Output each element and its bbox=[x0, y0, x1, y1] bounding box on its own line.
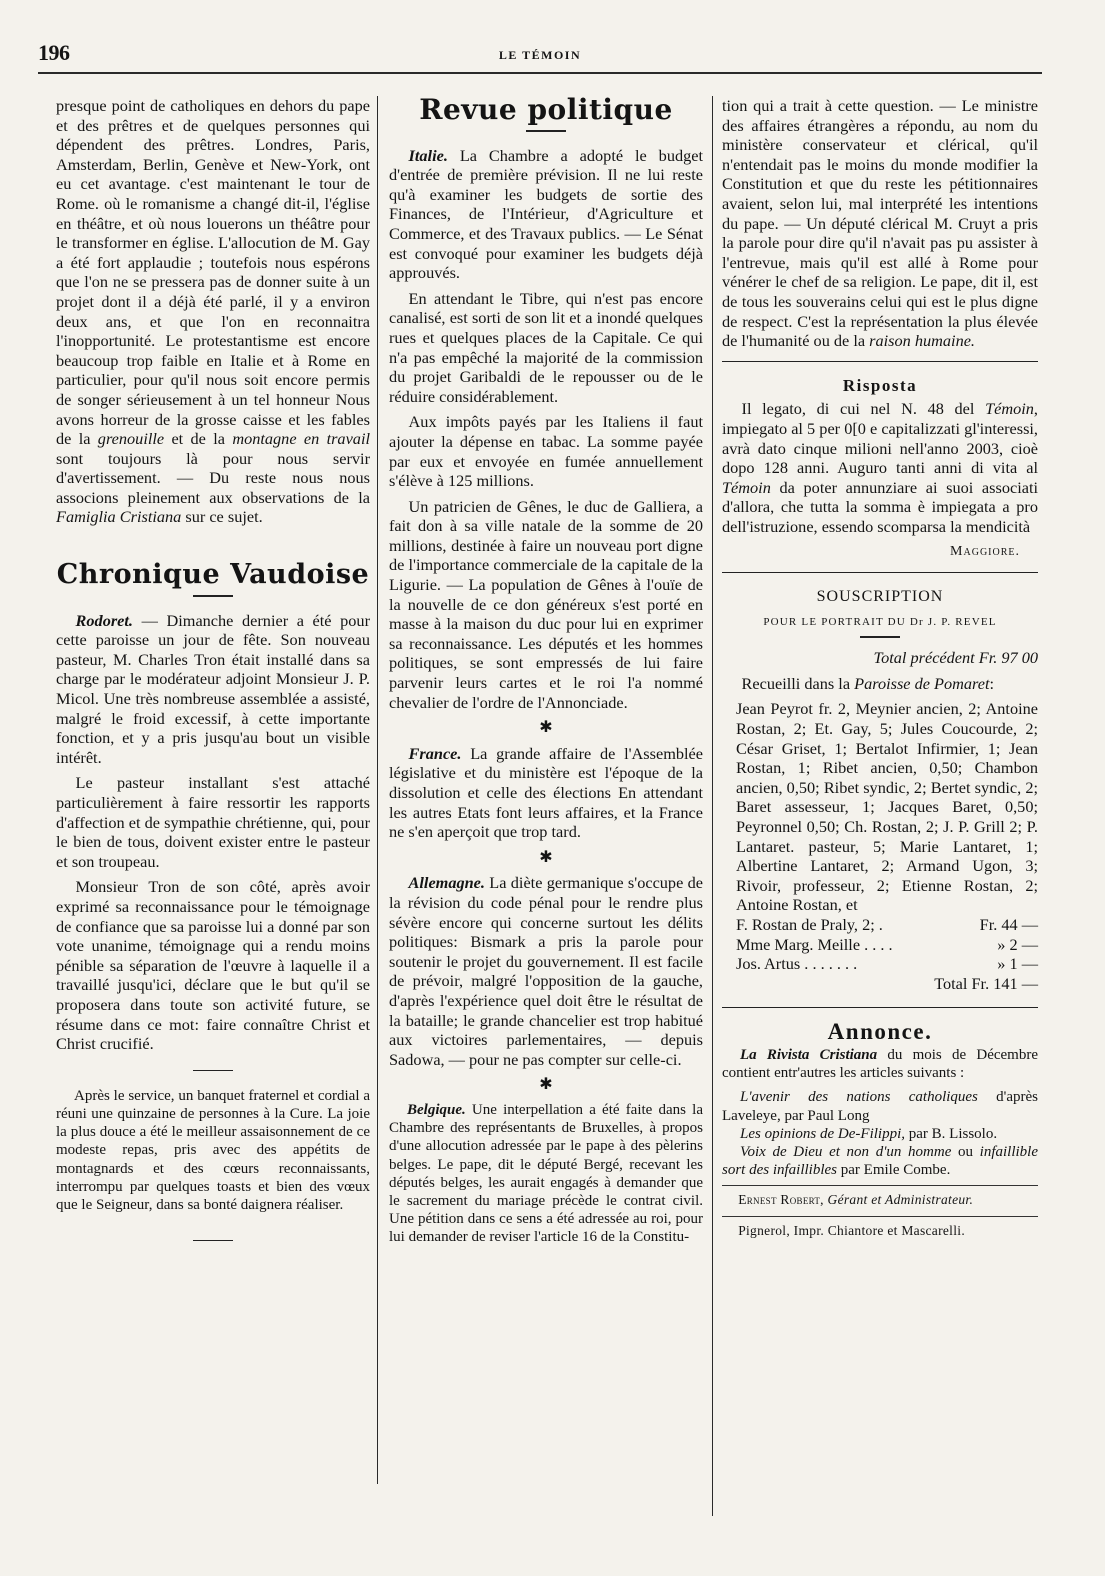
donation-total: Total Fr. 141 — bbox=[934, 973, 1038, 993]
short-rule bbox=[526, 130, 566, 132]
donor-name: F. Rostan de Praly, 2; . bbox=[736, 914, 883, 934]
column-rule-1 bbox=[377, 96, 378, 1484]
paragraph-risposta bbox=[722, 399, 1038, 536]
italic-run: Paroisse de Pomaret bbox=[854, 673, 990, 693]
star-separator: ✱ bbox=[539, 848, 553, 866]
total-precedent: Total précédent Fr. 97 00 bbox=[873, 648, 1038, 668]
imprint-rule bbox=[722, 1185, 1038, 1186]
text-run: du mois de Décembre contient entr'autres les articles suivants : bbox=[722, 1046, 1038, 1082]
text-run: Recueilli dans la bbox=[741, 673, 855, 693]
section-heading-chronique: Chronique Vaudoise bbox=[56, 559, 370, 591]
italic-run: L'avenir des nations catholiques bbox=[740, 1089, 978, 1106]
article-entry bbox=[722, 1125, 1038, 1143]
lead-word: Allemagne. bbox=[408, 873, 485, 893]
column-rule-2 bbox=[712, 96, 713, 1516]
section-rule bbox=[722, 572, 1038, 573]
donation-row bbox=[736, 954, 1038, 974]
lead-word: France. bbox=[408, 743, 462, 763]
italic-run: Témoin bbox=[985, 399, 1034, 419]
short-rule bbox=[193, 595, 233, 597]
journal-title: LE TÉMOIN bbox=[498, 48, 582, 62]
section-heading-revue: Revue politique bbox=[419, 93, 673, 126]
text-run: tion qui a trait à cette question. — Le ministre des affaires étrangères a répondu, au nom du ministère conservateur et clérical, qu'il n'entendait pas le moins du monde modifier la Constitution et que du reste les pétitionnaires avaient, selon lui, mal interprété les intentions du pape. — Un député clérical M. Cruyt a pris la parole pour dire qu'il n'avait pas pu assister à l'entrevue, mais qu'il est allé à Rome pour vénérer le chef de sa religion. Le pape, dit il, est de tous les souverains celui qui est le plus digne de respect. C'est la représentation la plus élevée de l'humanité ou de la bbox=[722, 96, 1038, 351]
section-heading-risposta: Risposta bbox=[842, 375, 918, 395]
paragraph-banquet: Après le service, un banquet fraternel et cordial a réuni une quinzaine de personnes à la Cure. La joie la plus douce a été le meilleur assaisonnement de ce modeste repas, pris avec des appétits de montagnards et des cœurs reconnaissants, interrompu par quelques toasts et bien des vœux que le Seigneur, dans sa bonté daignera réaliser. bbox=[56, 1087, 370, 1213]
signature: Maggiore. bbox=[950, 544, 1020, 560]
text-run: da poter annunziare ai suoi associati d'allora, che tutta la somma è impiegata a pro dell'istruzione, essendo scomparsa la mendicità bbox=[722, 477, 1038, 536]
donation-row bbox=[736, 915, 1038, 935]
italic-run: Famiglia Cristiana bbox=[56, 507, 182, 527]
text-run: sur ce sujet. bbox=[181, 507, 263, 527]
paragraph: Monsieur Tron de son côté, après avoir exprimé sa reconnaissance pour le témoignage de confiance que sa paroisse lui a donné par son vote unanime, témoignage qui a rendu moins pénible sa séparation de l'œuvre à laquelle il a travaillé jusqu'ici, déclare que le but qu'il se proposera dans toute son activité future, se résume dans ce mot: faire connaître Christ et Christ crucifié. bbox=[56, 877, 370, 1054]
page-header bbox=[38, 40, 1042, 68]
section-heading-souscription: SOUSCRIPTION bbox=[816, 588, 944, 606]
paragraph: Aux impôts payés par les Italiens il faut ajouter la dépense en tabac. La somme payée par eux et envoyée en fumée annuellement s'élève à 125 millions. bbox=[389, 412, 703, 491]
star-separator: ✱ bbox=[539, 719, 553, 737]
lead-word: Italie. bbox=[408, 145, 448, 165]
continued-paragraph bbox=[722, 96, 1038, 351]
italic-run: Gérant et Administrateur. bbox=[823, 1192, 974, 1208]
italic-run: Témoin bbox=[722, 477, 771, 497]
donation-amount: » 2 — bbox=[997, 934, 1038, 954]
donation-amount: » 1 — bbox=[997, 954, 1038, 974]
paragraph: Un patricien de Gênes, le duc de Galliera, a fait don à sa ville natale de la somme de 20 millions, destinée à faire un nouveau port digne de l'importance commerciale de la capitale de la Ligurie. — La population de Gênes à l'ouïe de la nouvelle de ce don généreux s'est porté en masse à la maison du duc pour lui en exprimer sa reconnaissance. Les députés et les hommes politiques, se sont empressés de lui faire parvenir leurs cartes et le roi l'a nommé chevalier de l'ordre de l'Annonciade. bbox=[389, 496, 703, 712]
text-run: Il legato, di cui nel N. 48 del bbox=[741, 399, 986, 419]
column-right bbox=[722, 96, 1038, 1247]
italic-run: infaillible sort des infaillibles bbox=[722, 1143, 1039, 1179]
header-rule bbox=[38, 72, 1042, 74]
donation-amount: Fr. 44 — bbox=[979, 914, 1038, 934]
text-run: sont toujours là pour nous servir d'avertissement. — Du reste nous nous associons pleinement aux observations de la bbox=[56, 448, 370, 507]
column-left bbox=[56, 96, 370, 1257]
text-run: Ernest Robert, bbox=[738, 1192, 824, 1208]
imprint-gerant bbox=[722, 1190, 1038, 1210]
recueilli-line bbox=[722, 674, 1038, 694]
paragraph-rodoret bbox=[56, 611, 370, 768]
italic-run: montagne en travail bbox=[232, 429, 370, 449]
paragraph-annonce bbox=[722, 1046, 1038, 1082]
text-run: La Chambre a adopté le budget d'entrée de première prévision. Il ne lui reste qu'à examiner les budgets de sortie des Finances, de l'Intérieur, d'Agriculture et Commerce, et des Travaux publics. — Le Sénat est convoqué pour examiner les budgets déjà approuvés. bbox=[389, 145, 703, 283]
text-run: Une interpellation a été faite dans la Chambre des représentants de Bruxelles, à propos d'une allocution adressée par le pape à des pèlerins belges. Le pape, dit le député Bergé, recevant les députés belges, les aurait engagés à demander que le sacrement du mariage précède le contrat civil. Une pétition dans ce sens a été adressée au roi, pour lui demander de reviser l'article 16 de la Constitu- bbox=[389, 1101, 703, 1246]
star-separator: ✱ bbox=[539, 1076, 553, 1094]
text-run: par Emile Combe. bbox=[837, 1162, 951, 1179]
imprint-printer: Pignerol, Impr. Chiantore et Mascarelli. bbox=[738, 1222, 966, 1238]
souscription-subtitle: POUR LE PORTRAIT DU Dr J. P. REVEL bbox=[763, 615, 997, 628]
short-rule bbox=[860, 636, 900, 638]
paragraph-allemagne bbox=[389, 873, 703, 1069]
donation-row bbox=[736, 935, 1038, 955]
text-run: par B. Lissolo. bbox=[905, 1125, 998, 1142]
article-entry bbox=[722, 1143, 1038, 1179]
imprint-rule bbox=[722, 1216, 1038, 1217]
text-run: presque point de catholiques en dehors du pape et des prêtres et de quelques personnes qui dépendent des prêtres. Londres, Paris, Amsterdam, Berlin, Genève et New-York, ont eu cet avantage. c'est maintenant le tour de Rome. où le romanisme a changé dit-il, l'église en théâtre, et où nous louerons un théâtre pour le transformer en église. L'allocution de M. Gay a été fort applaudie ; toutefois nous espérons que l'on ne se pressera pas de donner suite à un projet dont il a déjà été parlé, il y a environ deux ans, et que l'on en reconnaitra l'inopportunité. Le protestantisme est encore beaucoup trop faible en Italie et à Rome en particulier, pour qu'il nous soit encore permis de songer sérieusement à un tel honneur Nous avons horreur de la grosse caisse et les fables de la bbox=[56, 96, 370, 449]
donor-name: Mme Marg. Meille . . . . bbox=[736, 934, 893, 954]
italic-run: Voix de Dieu et non d'un homme bbox=[740, 1143, 952, 1160]
text-run: d'après Laveleye, par Paul Long bbox=[722, 1089, 1038, 1124]
paragraph-italie bbox=[389, 146, 703, 283]
section-rule bbox=[722, 361, 1038, 362]
text-run: — Dimanche dernier a été pour cette paroisse un jour de fête. Son nouveau pasteur, M. Charles Tron était installé dans sa charge par le modérateur adjoint Monsieur J. P. Micol. Une très nombreuse assemblée a assisté, malgré le froid excessif, à cette importante fonction, et y a pris jusqu'au bout un visible intérêt. bbox=[56, 610, 370, 767]
donor-list: Jean Peyrot fr. 2, Meynier ancien, 2; Antoine Rostan, 2; Et. Gay, 5; Jules Coucourde, 2; César Griset, 1; Bertalot Infirmier, 1; Jean Rostan, 1; Ribet ancien, 0,50; Chambon ancien, 0,50; Ribet syndic, 2; Bertet syndic, 2; Baret assesseur, 1; Jacques Baret, 0,50; Peyronnel 0,50; Ch. Rostan, 2; J. P. Grill 2; P. Lantaret. pasteur, 5; Marie Lantaret, 1; Albertine Lantaret, 2; Armand Ugon, 3; Rivoir, professeur, 2; Etienne Rostan, 2; Antoine Rostan, et bbox=[736, 699, 1038, 915]
section-heading-annonce: Annonce. bbox=[827, 1019, 933, 1045]
column-middle bbox=[389, 93, 703, 1253]
continued-paragraph bbox=[56, 96, 370, 527]
text-run: , impiegato al 5 per 0[0 e capitalizzati gl'interessi, avrà dato cinque milioni nell'anno 2003, cioè dopo 128 anni. Auguro tanti anni di vita al bbox=[722, 399, 1038, 478]
paragraph: En attendant le Tibre, qui n'est pas encore canalisé, est sorti de son lit et a inondé quelques rues et quelques places de la Capitale. Ce qui n'a pas empêché la majorité de la commission du projet Garibaldi de le repousser ou de le réduire considérablement. bbox=[389, 288, 703, 406]
text-run: ou bbox=[951, 1143, 980, 1160]
text-run: : bbox=[989, 673, 995, 693]
lead-word: La Rivista Cristiana bbox=[740, 1046, 878, 1063]
paragraph: Le pasteur installant s'est attaché particulièrement à faire ressortir les rapports d'affection et de sympathie chrétienne, qui, pour le bien de tous, doivent exister entre le pasteur et son troupeau. bbox=[56, 773, 370, 871]
section-rule bbox=[722, 1007, 1038, 1008]
text-run: La grande affaire de l'Assemblée législative et du ministère est l'époque de la dissolution et celle des élections En attendant les autres Etats font leurs affaires, et la France ne s'en aperçoit que trop tard. bbox=[389, 743, 703, 842]
donor-name: Jos. Artus . . . . . . . bbox=[736, 954, 858, 974]
short-rule bbox=[193, 1240, 233, 1241]
text-run: et de la bbox=[164, 429, 233, 449]
paragraph-belgique bbox=[389, 1101, 703, 1247]
short-rule bbox=[193, 1070, 233, 1071]
text-run: La diète germanique s'occupe de la révision du code pénal pour le rendre plus sévère encore qui concerne surtout les délits politiques: Bismark a pris la parole pour soutenir le projet du gouvernement. Il est facile de prévoir, malgré l'opposition de la gauche, d'après l'expérience quel doit être le résultat de la bataille; le grande chancelier est trop habitué aux victoires parlementaires, — depuis Sadowa, — pour ne pas compter sur celle-ci. bbox=[389, 873, 703, 1069]
article-entry bbox=[722, 1088, 1038, 1124]
lead-word: Belgique. bbox=[407, 1101, 466, 1118]
lead-word: Rodoret. bbox=[75, 610, 133, 630]
paragraph-france bbox=[389, 744, 703, 842]
page-number: 196 bbox=[38, 40, 70, 65]
italic-run: raison humaine. bbox=[869, 331, 975, 351]
italic-run: grenouille bbox=[97, 429, 165, 449]
italic-run: Les opinions de De-Filippi, bbox=[740, 1125, 905, 1142]
